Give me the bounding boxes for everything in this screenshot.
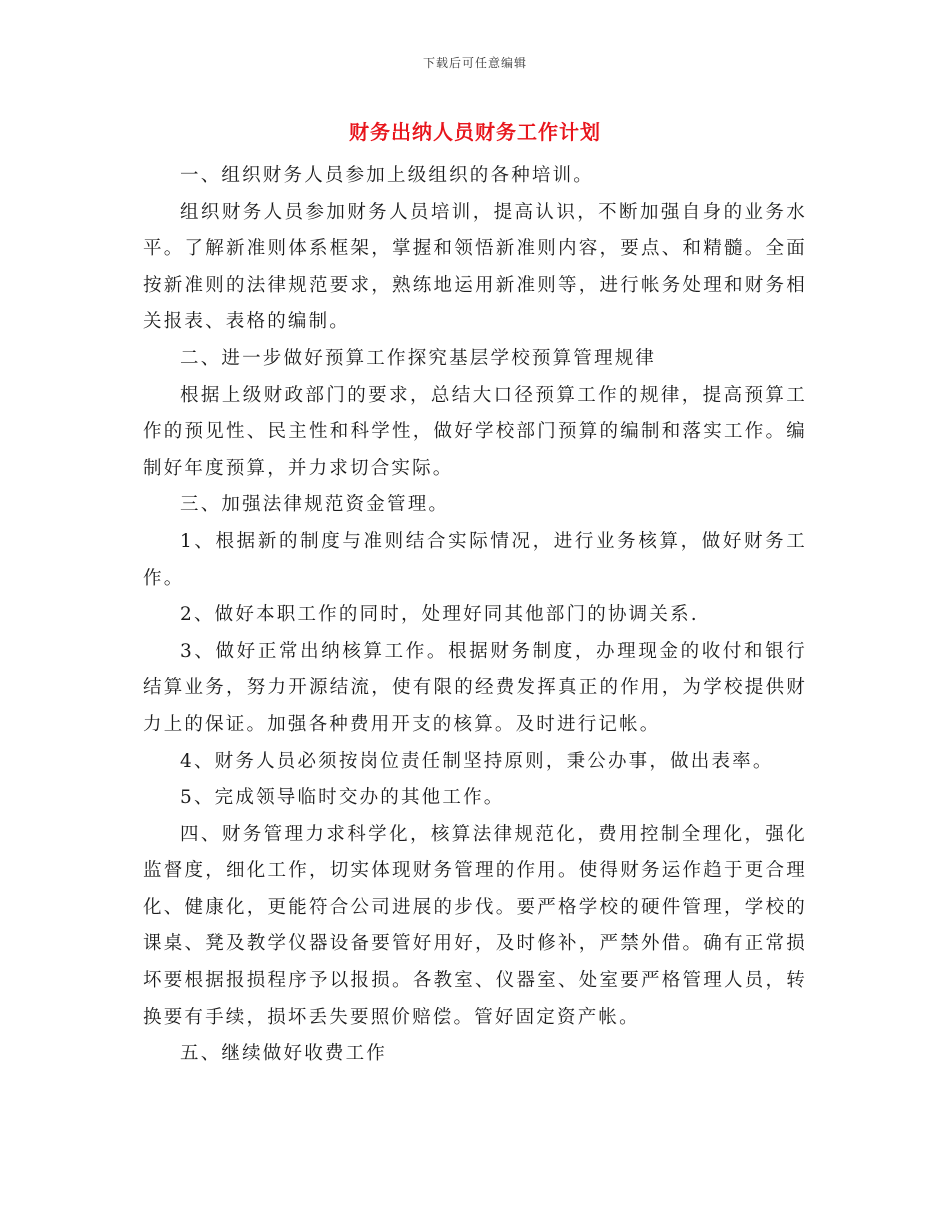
paragraph: 一、组织财务人员参加上级组织的各种培训。: [180, 165, 595, 186]
paragraph: 组织财务人员参加财务人员培训，提高认识，不断加强自身的业务水平。了解新准则体系框架，掌握和领悟新准则内容，要点、和精髓。全面按新准则的法律规范要求，熟练地运用新准则等，进行帐务处理和财务相关报表、表格的编制。: [143, 201, 807, 333]
paragraph: 根据上级财政部门的要求，总结大口径预算工作的规律，提高预算工作的预见性、民主性和科学性，做好学校部门预算的编制和落实工作。编制好年度预算，并力求切合实际。: [143, 384, 807, 479]
paragraph: 五、继续做好收费工作: [180, 1043, 388, 1065]
paragraph: 2、做好本职工作的同时，处理好同其他部门的协调关系.: [180, 604, 699, 626]
paragraph: 3、做好正常出纳核算工作。根据财务制度，办理现金的收付和银行结算业务，努力开源结流，使有限的经费发挥真正的作用，为学校提供财力上的保证。加强各种费用开支的核算。及时进行记帐。: [143, 640, 807, 735]
document-body: [143, 158, 807, 1073]
paragraph: 二、进一步做好预算工作探究基层学校预算管理规律: [180, 347, 657, 369]
paragraph: 4、财务人员必须按岗位责任制坚持原则，秉公办事，做出表率。: [180, 750, 774, 772]
document-title: 财务出纳人员财务工作计划: [349, 120, 601, 144]
paragraph: 三、加强法律规范资金管理。: [180, 494, 450, 516]
paragraph: 1、根据新的制度与准则结合实际情况，进行业务核算，做好财务工作。: [143, 530, 807, 589]
header-note: 下载后可任意编辑: [422, 56, 527, 70]
paragraph: 5、完成领导临时交办的其他工作。: [180, 787, 505, 809]
paragraph: 四、财务管理力求科学化，核算法律规范化，费用控制全理化，强化监督度，细化工作，切实体现财务管理的作用。使得财务运作趋于更合理化、健康化，更能符合公司进展的步伐。要严格学校的硬件管理，学校的课桌、凳及教学仪器设备要管好用好，及时修补，严禁外借。确有正常损坏要根据报损程序予以报损。各教室、仪器室、处室要严格管理人员，转换要有手续，损坏丢失要照价赔偿。管好固定资产帐。: [143, 823, 807, 1028]
